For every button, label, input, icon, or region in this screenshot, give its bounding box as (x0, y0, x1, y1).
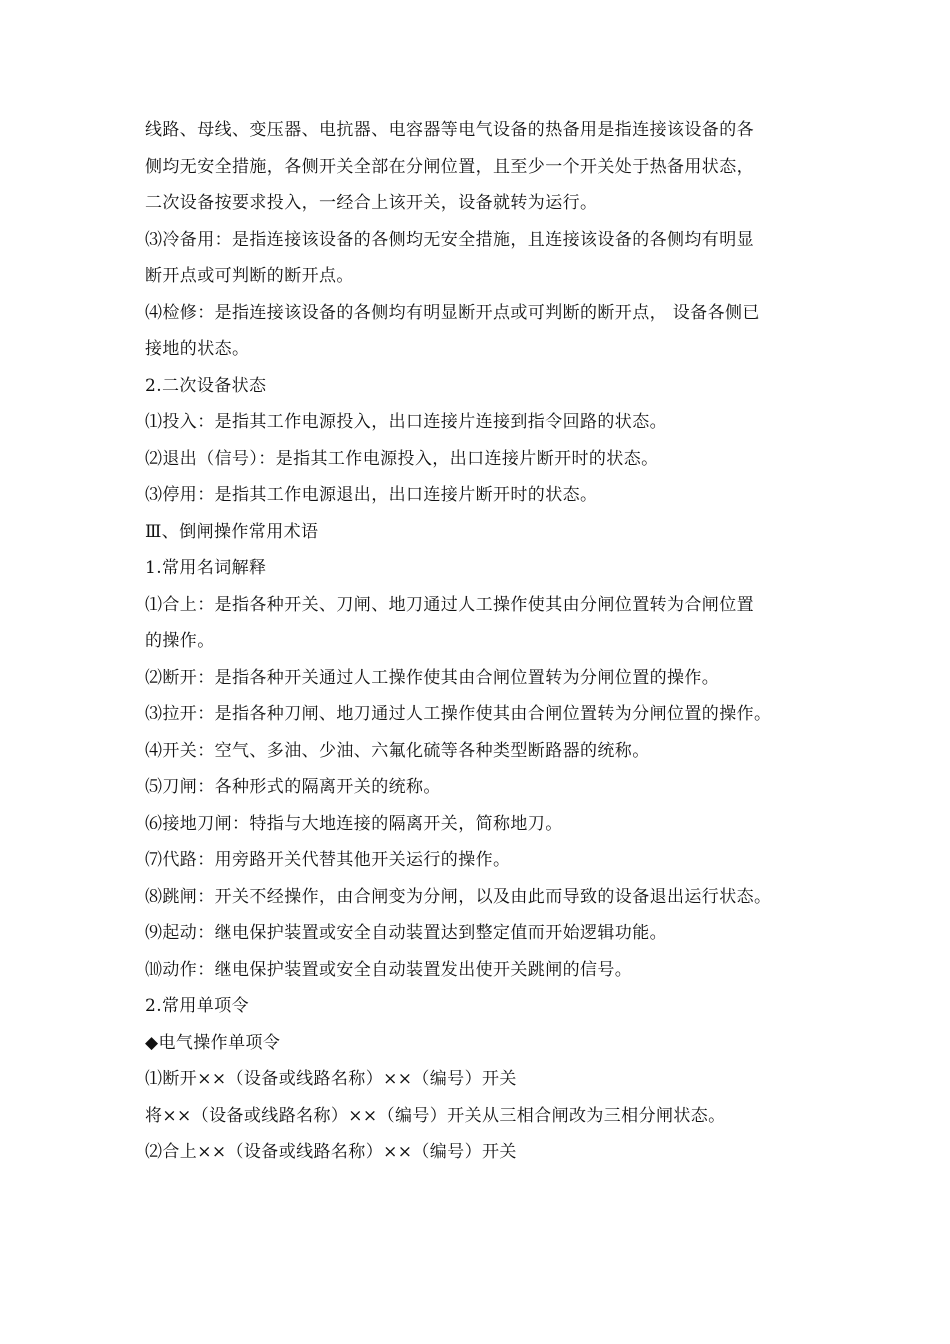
text-line: ⑽动作：继电保护装置或安全自动装置发出使开关跳闸的信号。 (145, 959, 633, 980)
text-line: 二次设备按要求投入，一经合上该开关，设备就转为运行。 (145, 193, 598, 213)
text-line: 侧均无安全措施，各侧开关全部在分闸位置，且至少一个开关处于热备用状态， (145, 156, 754, 177)
text-line: ⑶冷备用：是指连接该设备的各侧均无安全措施，且连接该设备的各侧均有明显 (145, 229, 754, 250)
text-line: 线路、母线、变压器、电抗器、电容器等电气设备的热备用是指连接该设备的各 (145, 120, 754, 140)
text-line: ⑷检修：是指连接该设备的各侧均有明显断开点或可判断的断开点， 设备各侧已 (145, 302, 760, 323)
text-line: ⑸刀闸：各种形式的隔离开关的统称。 (145, 777, 441, 797)
text-line: ⑼起动：继电保护装置或安全自动装置达到整定值而开始逻辑功能。 (145, 923, 667, 943)
text-line: 断开点或可判断的断开点。 (145, 266, 354, 286)
text-line: ⑷开关：空气、多油、少油、六氟化硫等各种类型断路器的统称。 (145, 740, 650, 761)
text-line: ⑴合上：是指各种开关、刀闸、地刀通过人工操作使其由分闸位置转为合闸位置 (145, 594, 754, 615)
section-heading: 1.常用名词解释 (145, 558, 267, 578)
text-line: ⑶拉开：是指各种刀闸、地刀通过人工操作使其由合闸位置转为分闸位置的操作。 (145, 704, 772, 724)
text-line: ⑻跳闸：开关不经操作，由合闸变为分闸，以及由此而导致的设备退出运行状态。 (145, 886, 772, 907)
text-line: 的操作。 (145, 631, 215, 651)
document-body (145, 112, 810, 1171)
text-line: 接地的状态。 (145, 339, 250, 359)
text-line: ⑴投入：是指其工作电源投入，出口连接片连接到指令回路的状态。 (145, 412, 667, 432)
section-heading: 2.二次设备状态 (145, 375, 267, 396)
section-heading: Ⅲ、倒闸操作常用术语 (145, 521, 319, 542)
section-heading: ◆电气操作单项令 (145, 1032, 281, 1053)
text-line: ⑺代路：用旁路开关代替其他开关运行的操作。 (145, 850, 511, 870)
text-line: ⑶停用：是指其工作电源退出，出口连接片断开时的状态。 (145, 485, 598, 505)
text-line: ⑵断开：是指各种开关通过人工操作使其由合闸位置转为分闸位置的操作。 (145, 667, 720, 688)
text-line: ⑵退出（信号）：是指其工作电源投入，出口连接片断开时的状态。 (145, 448, 659, 469)
text-line: ⑴断开××（设备或线路名称）××（编号）开关 (145, 1069, 517, 1089)
text-line: ⑵合上××（设备或线路名称）××（编号）开关 (145, 1142, 517, 1162)
text-line: ⑹接地刀闸：特指与大地连接的隔离开关，简称地刀。 (145, 813, 563, 834)
section-heading: 2.常用单项令 (145, 996, 250, 1016)
text-line: 将××（设备或线路名称）××（编号）开关从三相合闸改为三相分闸状态。 (145, 1105, 726, 1126)
